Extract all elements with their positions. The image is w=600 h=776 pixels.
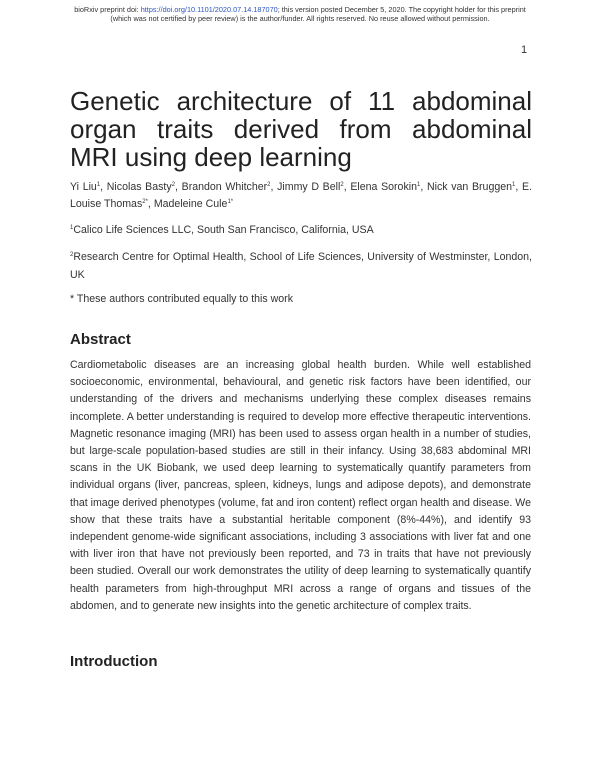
author-name: Madeleine Cule xyxy=(153,198,228,210)
author-separator: , xyxy=(100,181,107,193)
author-name: Elena Sorokin xyxy=(350,181,417,193)
affiliation-2 xyxy=(70,248,532,284)
author-name: Brandon Whitcher xyxy=(181,181,268,193)
author xyxy=(182,181,277,193)
preprint-notice xyxy=(4,5,596,23)
author-affiliation-marker: 2 xyxy=(340,182,344,188)
author-affiliation-marker: 2* xyxy=(142,199,148,205)
preprint-notice-prefix: bioRxiv preprint doi: xyxy=(74,5,141,14)
affiliation-1-marker: 1 xyxy=(70,225,74,231)
preprint-notice-suffix: ; this version posted December 5, 2020. The copyright holder for this preprint xyxy=(277,5,526,14)
author xyxy=(154,198,233,210)
author xyxy=(350,181,427,193)
preprint-notice-line2: (which was not certified by peer review) is the author/funder. All rights reserved. No reuse allowed without permission. xyxy=(110,14,490,23)
author-separator: , xyxy=(147,198,154,210)
author-name: Nicolas Basty xyxy=(106,181,172,193)
author xyxy=(427,181,522,193)
author-name: Nick van Bruggen xyxy=(426,181,513,193)
affiliation-1 xyxy=(70,222,532,239)
author-separator: , xyxy=(420,181,427,193)
author-affiliation-marker: 1 xyxy=(512,182,516,188)
author-affiliation-marker: 1 xyxy=(417,182,421,188)
author-separator: , xyxy=(343,181,351,193)
affiliation-1-text: Calico Life Sciences LLC, South San Francisco, California, USA xyxy=(73,224,374,236)
author-affiliation-marker: 1 xyxy=(96,182,101,188)
author-name: E. Louise Thomas xyxy=(70,181,532,210)
doi-link[interactable]: https://doi.org/10.1101/2020.07.14.187070 xyxy=(140,5,278,14)
abstract-text: Cardiometabolic diseases are an increasing global health burden. While well established socioeconomic, environmental, behavioural, and genetic risk factors have been identified, our understanding of the drivers and mechanisms underlying these complex diseases remains incomplete. A better understanding is required to develop more effective therapeutic interventions. Magnetic resonance imaging (MRI) has been used to assess organ health in a number of studies, but large-scale population-based studies are still in their infancy. Using 38,683 abdominal MRI scans in the UK Biobank, we used deep learning to systematically quantify parameters from individual organs (liver, pancreas, spleen, kidneys, lungs and adipose depots), and demonstrate that image derived phenotypes (volume, fat and iron content) reflect organ health and disease. We show that these traits have a substantial heritable component (8%-44%), and identify 93 independent genome-wide significant associations, including 3 associations with liver fat and one with liver iron that have not previously been reported, and 73 in traits that have not previously been studied. Overall our work demonstrates the utility of deep learning to systematically quantify health parameters from high-throughput MRI across a range of organs and tissues of the abdomen, and to generate new insights into the genetic architecture of complex traits. xyxy=(70,359,531,612)
author xyxy=(277,181,350,193)
author-separator: , xyxy=(270,181,278,193)
author-separator: , xyxy=(175,181,182,193)
author-list xyxy=(70,179,532,213)
affiliation-2-marker: 2 xyxy=(70,252,74,258)
author xyxy=(107,181,182,193)
author-separator: , xyxy=(515,181,522,193)
author-affiliation-marker: 2 xyxy=(171,182,176,188)
equal-contribution-note: * These authors contributed equally to this work xyxy=(70,293,293,305)
author-name: Jimmy D Bell xyxy=(277,181,341,193)
preprint-notice-line1 xyxy=(4,5,596,14)
introduction-heading: Introduction xyxy=(70,653,158,670)
affiliation-2-text: Research Centre for Optimal Health, School of Life Sciences, University of Westminster, London, UK xyxy=(70,251,532,281)
author-affiliation-marker: 2 xyxy=(267,182,271,188)
author-affiliation-marker: 1* xyxy=(227,199,234,205)
author xyxy=(70,181,107,193)
paper-title: Genetic architecture of 11 abdominal organ traits derived from abdominal MRI using deep learning xyxy=(70,86,532,172)
author-name: Yi Liu xyxy=(70,181,97,193)
abstract-heading: Abstract xyxy=(70,331,131,348)
page-number: 1 xyxy=(521,44,528,56)
